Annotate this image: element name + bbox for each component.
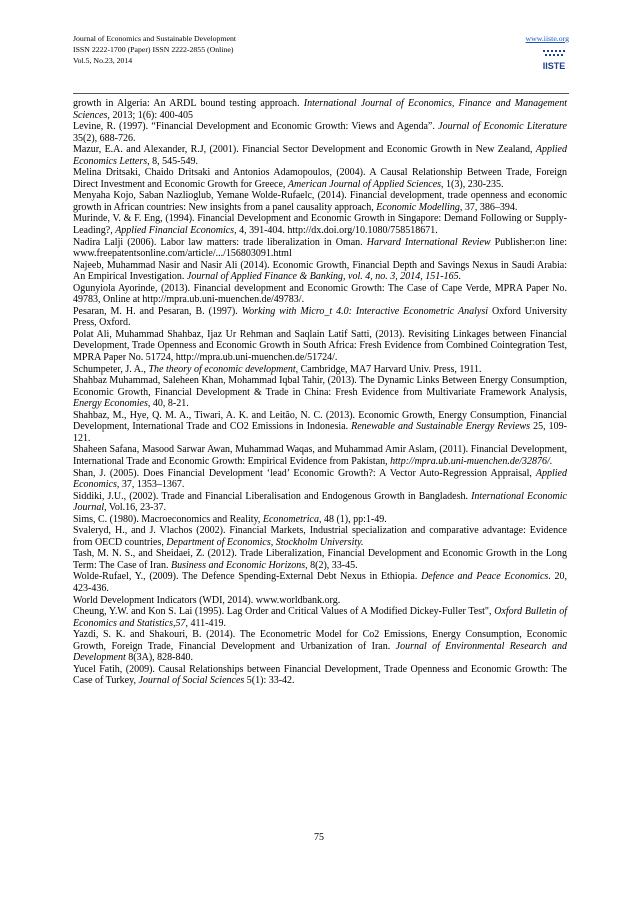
reference-source: Journal of Social Sciences (138, 675, 245, 687)
reference-text: Pesaran, M. H. and Pesaran, B. (1997). (73, 305, 242, 317)
reference-text: World Development Indicators (WDI, 2014). www.worldbank.org. (73, 594, 341, 606)
reference-source: Oxford Bulletin of Economics and Statistics,57 (73, 606, 567, 629)
reference-details: , Vol.16, 23-37. (104, 502, 166, 514)
reference-text: Svaleryd, H., and J. Vlachos (2002). Financial Markets, Industrial specialization and comparative advantage: Evidence from OECD countries, (73, 525, 567, 548)
reference-source: Renewable and Sustainable Energy Reviews (351, 421, 531, 433)
reference-details: , 37, 386–394. (459, 201, 518, 213)
reference-source: The theory of economic development (148, 363, 296, 375)
volume-line: Vol.5, No.23, 2014 (73, 56, 133, 65)
reference-details: , 1(3), 230-235. (441, 178, 504, 190)
reference-source: Department of Economics, Stockholm University. (166, 536, 364, 548)
reference-entry (73, 121, 567, 144)
reference-text: Nadira Lalji (2006). Labor law matters: trade liberalization in Oman. (73, 236, 367, 248)
reference-entry (73, 144, 567, 167)
reference-details: 2013; 1(6): 400-405 (109, 109, 193, 121)
reference-entry (73, 329, 567, 364)
reference-source: Applied Economics (73, 467, 567, 491)
reference-details: 8(3A), 828-840. (125, 652, 193, 664)
reference-details: , 8, 545-549. (147, 155, 198, 167)
reference-source: International Economic Journal (73, 490, 567, 514)
reference-text: Shaheen Safana, Masood Sarwar Awan, Muhammad Waqas, and Muhammad Amir Aslam, (2011). Financial Development, International Trade and Economic Growth: Empirical Evidence from Pakistan, (73, 444, 567, 467)
reference-entry (73, 260, 567, 283)
reference-entry (73, 525, 567, 548)
reference-details: , 411-419. (185, 617, 226, 629)
reference-details: , Cambridge, MA7 Harvard Univ. Press, 1911. (295, 363, 482, 375)
reference-details: Publisher:on line: www.freepatentsonline.com/article/.../156803091.html (73, 236, 568, 260)
header-divider (73, 93, 569, 94)
reference-text: Siddiki, J.U., (2002). Trade and Financial Liberalisation and Endogenous Growth in Bangladesh. (73, 490, 472, 502)
reference-details: 5(1): 33-42. (244, 675, 295, 687)
reference-entry (73, 237, 567, 260)
iiste-logo-icon (541, 48, 567, 72)
reference-text: Shahbaz Muhammad, Saleheen Khan, Mohammad Iqbal Tahir, (2013). The Dynamic Links Between Energy Consumption, Economic Growth, Financial Development & Trade in China: Fresh Evidence from Multivariate Framework Analysis, (73, 375, 567, 398)
logo-text: IISTE (542, 61, 566, 71)
reference-text: Wolde-Rufael, Y., (2009). The Defence Spending-External Debt Nexus in Ethiopia. (73, 571, 422, 583)
reference-details: , 4, 391-404. http://dx.doi.org/10.1080/758518671. (234, 225, 438, 237)
reference-details: 35(2), 688-726. (73, 132, 136, 144)
reference-text: Menyaha Kojo, Saban Nazlioglub, Yemane Wolde-Rufaelc, (2014). Financial development, trade openness and economic growth in African countries: New insights from a panel causality approach, (73, 190, 567, 213)
issn-line: ISSN 2222-1700 (Paper) ISSN 2222-2855 (Online) (73, 45, 234, 54)
reference-entry (73, 98, 567, 121)
reference-source: Applied Financial Economics (115, 225, 235, 237)
reference-entry (73, 190, 567, 213)
reference-text: growth in Algeria: An ARDL bound testing approach. (73, 98, 304, 109)
reference-entry (73, 491, 567, 514)
reference-entry (73, 167, 567, 190)
reference-text: Ogunyiola Ayorinde, (2013). Financial development and Economic Growth: The Case of Cape Verde, MPRA Paper No. 49783, Online at http://mpra.ub.uni-muenchen.de/49783/. (73, 282, 567, 306)
reference-text: Sims, C. (1980). Macroeconomics and Reality, (73, 513, 263, 525)
reference-entry (73, 444, 567, 467)
reference-entry (73, 306, 567, 329)
reference-source: Defence and Peace Economics (421, 571, 549, 583)
reference-source: Journal of Economic Literature (438, 121, 567, 133)
reference-text: Yucel Fatih, (2009). Causal Relationships between Financial Development, Trade Openness and Economic Growth: The Case of Turkey, (73, 663, 567, 687)
reference-entry (73, 410, 567, 445)
reference-details: 48 (1), pp:1-49. (321, 513, 387, 525)
journal-name: Journal of Economics and Sustainable Development (73, 34, 237, 43)
reference-entry (73, 283, 567, 306)
reference-text: Mazur, E.A. and Alexander, R.J, (2001). Financial Sector Development and Economic Growth in New Zealand, (73, 144, 536, 156)
reference-text: Shan, J. (2005). Does Financial Development ‘lead’ Economic Growth?: A Vector Auto-Regression Appraisal, (73, 467, 536, 479)
reference-details: . 20, 423-436. (73, 571, 567, 594)
reference-source: International Journal of Economics, Finance and Management Sciences, (73, 98, 567, 121)
reference-text: Schumpeter, J. A., (73, 363, 149, 375)
reference-details: Oxford University Press, Oxford. (73, 305, 567, 329)
reference-entry (73, 514, 567, 526)
reference-details: 25, 109-121. (73, 421, 567, 444)
reference-entry (73, 595, 567, 607)
reference-text: Tash, M. N. S., and Sheidaei, Z. (2012). Trade Liberalization, Financial Development and Economic Growth in the Long Term: The Case of Iran. (73, 548, 567, 571)
reference-text: Levine, R. (1997). “Financial Development and Economic Growth: Views and Agenda”. (73, 121, 439, 133)
reference-entry (73, 629, 567, 664)
reference-entry (73, 468, 567, 491)
reference-text: Murinde, V. & F. Eng, (1994). Financial Development and Economic Growth in Singapore: Demand Following or Supply-Leading?, (73, 213, 567, 237)
reference-source: Economic Modelling (376, 201, 460, 213)
reference-entry (73, 375, 567, 410)
reference-text: Shahbaz, M., Hye, Q. M. A., Tiwari, A. K. and Leitão, N. C. (2013). Economic Growth, Energy Consumption, Financial Development, International Trade and CO2 Emissions in Indonesia. (73, 409, 567, 433)
reference-source: Harvard International Review (366, 236, 491, 248)
reference-list (73, 98, 567, 687)
reference-entry (73, 213, 567, 236)
reference-source: Econometrica, (262, 513, 322, 525)
reference-source: Working with Micro_t 4.0: Interactive Econometric Analysi (241, 305, 488, 317)
reference-source: Energy Economies (73, 398, 148, 410)
reference-source: http://mpra.ub.uni-muenchen.de/32876/. (390, 455, 553, 467)
reference-source: American Journal of Applied Sciences (287, 178, 442, 190)
reference-source: Business and Economic Horizons, (170, 559, 308, 571)
reference-source: Journal of Applied Finance & Banking, vol. 4, no. 3, 2014, 151-165. (186, 271, 462, 283)
page-number: 75 (314, 832, 324, 843)
journal-url-link[interactable]: www.iiste.org (525, 34, 569, 43)
reference-entry (73, 364, 567, 376)
reference-details: 8(2), 33-45. (307, 559, 358, 571)
reference-entry (73, 664, 567, 687)
reference-entry (73, 571, 567, 594)
reference-text: Yazdi, S. K. and Shakouri, B. (2014). The Econometric Model for Co2 Emissions, Energy Consumption, Economic Growth, Foreign Trade, Financial Development and Urbanization of Iran. (73, 629, 567, 652)
reference-text: Melina Dritsaki, Chaido Dritsaki and Antonios Adamopoulos, (2004). A Causal Relationship Between Trade, Foreign Direct Investment and Economic Growth for Greece, (73, 167, 567, 190)
reference-source: Journal of Environmental Research and Development (73, 640, 567, 664)
reference-entry (73, 548, 567, 571)
reference-source: Applied Economics Letters (73, 144, 567, 167)
reference-details: , 40, 8-21. (147, 398, 189, 410)
page-header (73, 34, 573, 94)
reference-text: Cheung, Y.W. and Kon S. Lai (1995). Lag Order and Critical Values of A Modified Dickey-Fuller Test", (73, 606, 495, 618)
reference-text: Najeeb, Muhammad Nasir and Nasir Ali (2014). Economic Growth, Financial Depth and Savings Nexus in Saudi Arabia: An Empirical Investigation. (73, 259, 567, 283)
reference-entry (73, 606, 567, 629)
reference-details: , 37, 1353–1367. (116, 479, 185, 491)
reference-text: Polat Ali, Muhammad Shahbaz, Ijaz Ur Rehman and Saqlain Latif Satti, (2013). Revisiting Linkages between Financial Development, Trade Openness and Economic Growth in South Africa: Fresh Evidence from Combined Cointegration Test, MPRA Paper No. 51724, http://mpra.ub.uni-muenchen.de/51724/. (73, 328, 567, 364)
